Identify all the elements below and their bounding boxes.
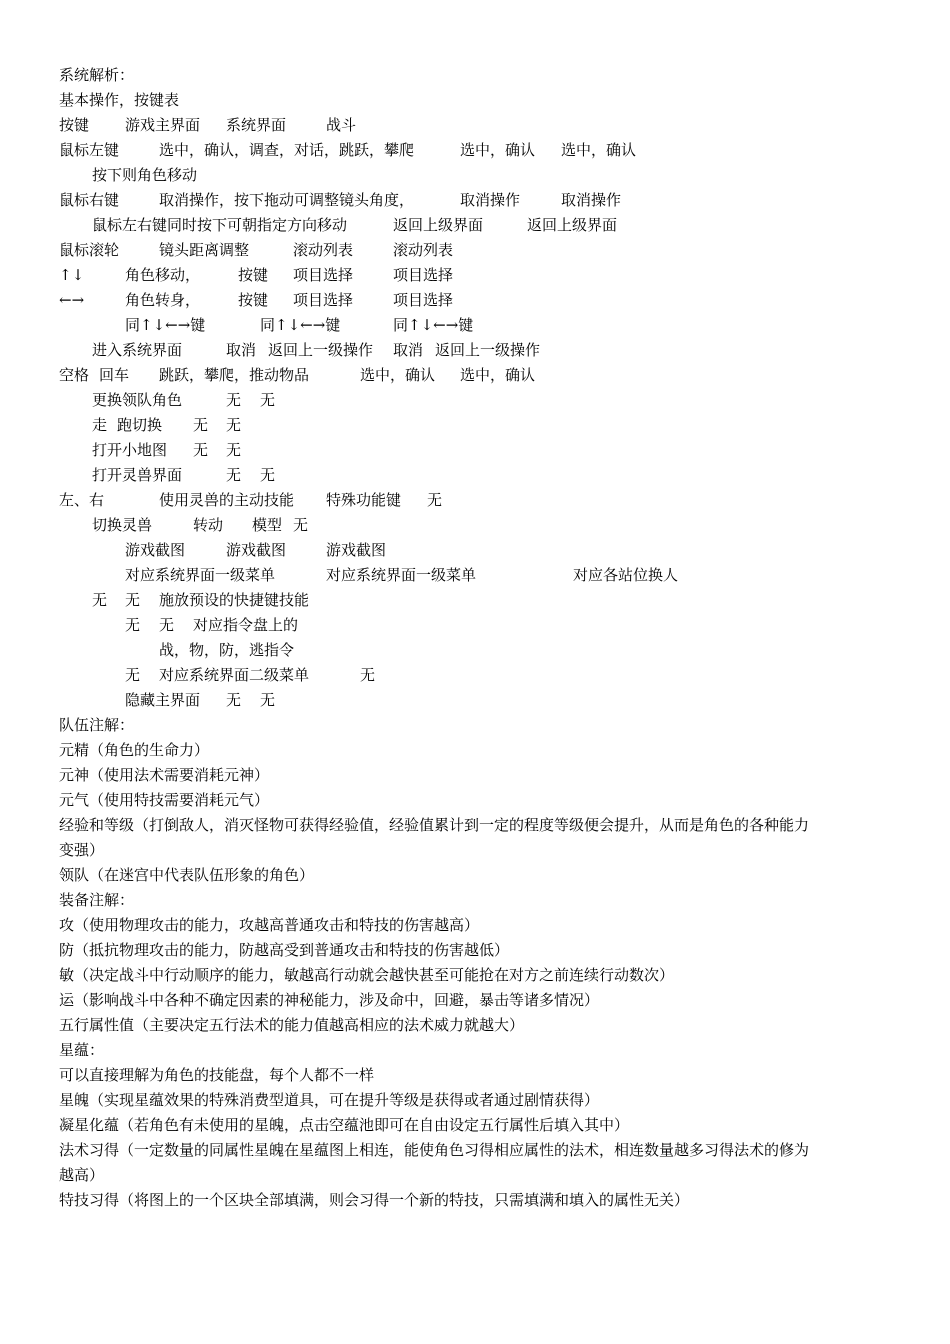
- action-cell: 取消操作: [460, 191, 521, 209]
- note-line: 变强）: [59, 841, 105, 859]
- action-cell: 返回上级界面: [527, 216, 618, 234]
- action-cell: 选中，确认: [460, 366, 536, 384]
- action-cell: 返回上级界面: [393, 216, 484, 234]
- action-cell: 滚动列表: [393, 241, 454, 259]
- action-cell: 切换灵兽: [92, 516, 153, 534]
- system-ui-header: 系统界面: [226, 116, 287, 134]
- section-heading: 队伍注解：: [59, 716, 135, 734]
- action-cell: 对应系统界面一级菜单: [125, 566, 276, 584]
- key-cell: ↑↓: [59, 266, 85, 284]
- action-cell: 无: [226, 416, 242, 434]
- key-cell: 鼠标左键: [59, 141, 120, 159]
- action-cell: 施放预设的快捷键技能: [159, 591, 310, 609]
- action-cell: 滚动列表: [293, 241, 354, 259]
- note-line: 运（影响战斗中各种不确定因素的神秘能力，涉及命中，回避，暴击等诸多情况）: [59, 991, 600, 1009]
- action-cell: 项目选择: [293, 266, 354, 284]
- action-cell: 对应指令盘上的: [193, 616, 299, 634]
- note-line: 星魄（实现星蕴效果的特殊消费型道具，可在提升等级是获得或者通过剧情获得）: [59, 1091, 600, 1109]
- action-cell: 游戏截图: [125, 541, 186, 559]
- action-cell: 同↑↓←→键: [125, 316, 206, 334]
- action-cell: 隐藏主界面: [125, 691, 201, 709]
- action-cell: 更换领队角色: [92, 391, 183, 409]
- action-cell: 使用灵兽的主动技能: [159, 491, 295, 509]
- action-cell: 无: [260, 691, 276, 709]
- action-cell: 转动: [193, 516, 224, 534]
- action-cell: 无: [125, 591, 141, 609]
- key-cell: 鼠标右键: [59, 191, 120, 209]
- action-cell: 选中，确认: [561, 141, 637, 159]
- action-cell: 特殊功能键: [326, 491, 402, 509]
- action-cell: 按键: [238, 266, 269, 284]
- note-line: 元气（使用特技需要消耗元气）: [59, 791, 270, 809]
- action-cell: 选中，确认: [360, 366, 436, 384]
- action-cell: 项目选择: [393, 291, 454, 309]
- action-cell: 按键: [238, 291, 269, 309]
- action-cell: 游戏截图: [326, 541, 387, 559]
- action-cell: 无: [427, 491, 443, 509]
- action-cell: 对应系统界面一级菜单: [326, 566, 477, 584]
- action-cell: 取消操作: [561, 191, 622, 209]
- note-line: 敏（决定战斗中行动顺序的能力，敏越高行动就会越快甚至可能抢在对方之前连续行动数次）: [59, 966, 675, 984]
- action-cell: 同↑↓←→键: [393, 316, 474, 334]
- action-cell: 对应各站位换人: [573, 566, 679, 584]
- action-cell: 角色转身，: [125, 291, 201, 309]
- action-cell: 无: [159, 616, 175, 634]
- action-cell: 选中，确认: [460, 141, 536, 159]
- action-cell: 无: [260, 391, 276, 409]
- action-cell: 无: [125, 666, 141, 684]
- action-cell: 模型: [252, 516, 283, 534]
- main-ui-header: 游戏主界面: [125, 116, 201, 134]
- battle-header: 战斗: [326, 116, 357, 134]
- action-cell: 无: [125, 616, 141, 634]
- action-cell: 角色移动，: [125, 266, 201, 284]
- action-cell: 无: [293, 516, 309, 534]
- action-cell: 同↑↓←→键: [260, 316, 341, 334]
- action-cell: 无: [260, 466, 276, 484]
- note-line: 五行属性值（主要决定五行法术的能力值越高相应的法术威力就越大）: [59, 1016, 525, 1034]
- action-cell: 无: [193, 441, 209, 459]
- note-line: 特技习得（将图上的一个区块全部填满，则会习得一个新的特技，只需填满和填入的属性无关）: [59, 1191, 690, 1209]
- action-cell: 无: [226, 391, 242, 409]
- action-cell: 镜头距离调整: [159, 241, 250, 259]
- action-cell: 返回上一级操作: [268, 341, 374, 359]
- key-cell: ←→: [59, 291, 85, 309]
- note-line: 元神（使用法术需要消耗元神）: [59, 766, 270, 784]
- action-cell: 按下则角色移动: [92, 166, 198, 184]
- note-line: 经验和等级（打倒敌人，消灭怪物可获得经验值，经验值累计到一定的程度等级便会提升，从而是角色的各种能力: [59, 816, 810, 834]
- note-line: 防（抵抗物理攻击的能力，防越高受到普通攻击和特技的伤害越低）: [59, 941, 510, 959]
- key-cell: 左、右: [59, 491, 105, 509]
- subheading: 基本操作，按键表: [59, 91, 180, 109]
- key-cell: 空格: [59, 366, 90, 384]
- action-cell: 无: [92, 591, 108, 609]
- section-heading: 装备注解：: [59, 891, 135, 909]
- action-cell: 项目选择: [393, 266, 454, 284]
- action-cell: 打开小地图: [92, 441, 168, 459]
- action-cell: 取消: [226, 341, 257, 359]
- note-line: 领队（在迷宫中代表队伍形象的角色）: [59, 866, 315, 884]
- note-line: 攻（使用物理攻击的能力，攻越高普通攻击和特技的伤害越高）: [59, 916, 480, 934]
- action-cell: 项目选择: [293, 291, 354, 309]
- action-cell: 无: [226, 466, 242, 484]
- action-cell: 无: [226, 691, 242, 709]
- action-cell: 返回上一级操作: [435, 341, 541, 359]
- action-cell: 走: [92, 416, 108, 434]
- note-line: 元精（角色的生命力）: [59, 741, 210, 759]
- action-cell: 选中，确认，调查，对话，跳跃，攀爬: [159, 141, 415, 159]
- action-cell: 无: [360, 666, 376, 684]
- action-cell: 游戏截图: [226, 541, 287, 559]
- action-cell: 战，物，防，逃指令: [159, 641, 295, 659]
- key-cell: 鼠标滚轮: [59, 241, 120, 259]
- action-cell: 打开灵兽界面: [92, 466, 183, 484]
- key-cell: 回车: [99, 366, 130, 384]
- note-line: 越高）: [59, 1166, 105, 1184]
- action-cell: 取消操作，按下拖动可调整镜头角度，: [159, 191, 415, 209]
- key-header: 按键: [59, 116, 90, 134]
- action-cell: 取消: [393, 341, 424, 359]
- action-cell: 对应系统界面二级菜单: [159, 666, 310, 684]
- note-line: 法术习得（一定数量的同属性星魄在星蕴图上相连，能使角色习得相应属性的法术，相连数量越多习得法术的修为: [59, 1141, 810, 1159]
- action-cell: 跑切换: [117, 416, 163, 434]
- action-cell: 进入系统界面: [92, 341, 183, 359]
- section-heading: 星蕴：: [59, 1041, 105, 1059]
- section-heading: 系统解析：: [59, 66, 135, 84]
- action-cell: 鼠标左右键同时按下可朝指定方向移动: [92, 216, 348, 234]
- action-cell: 无: [226, 441, 242, 459]
- action-cell: 无: [193, 416, 209, 434]
- note-line: 凝星化蕴（若角色有未使用的星魄，点击空蕴池即可在自由设定五行属性后填入其中）: [59, 1116, 630, 1134]
- note-line: 可以直接理解为角色的技能盘，每个人都不一样: [59, 1066, 375, 1084]
- action-cell: 跳跃，攀爬，推动物品: [159, 366, 310, 384]
